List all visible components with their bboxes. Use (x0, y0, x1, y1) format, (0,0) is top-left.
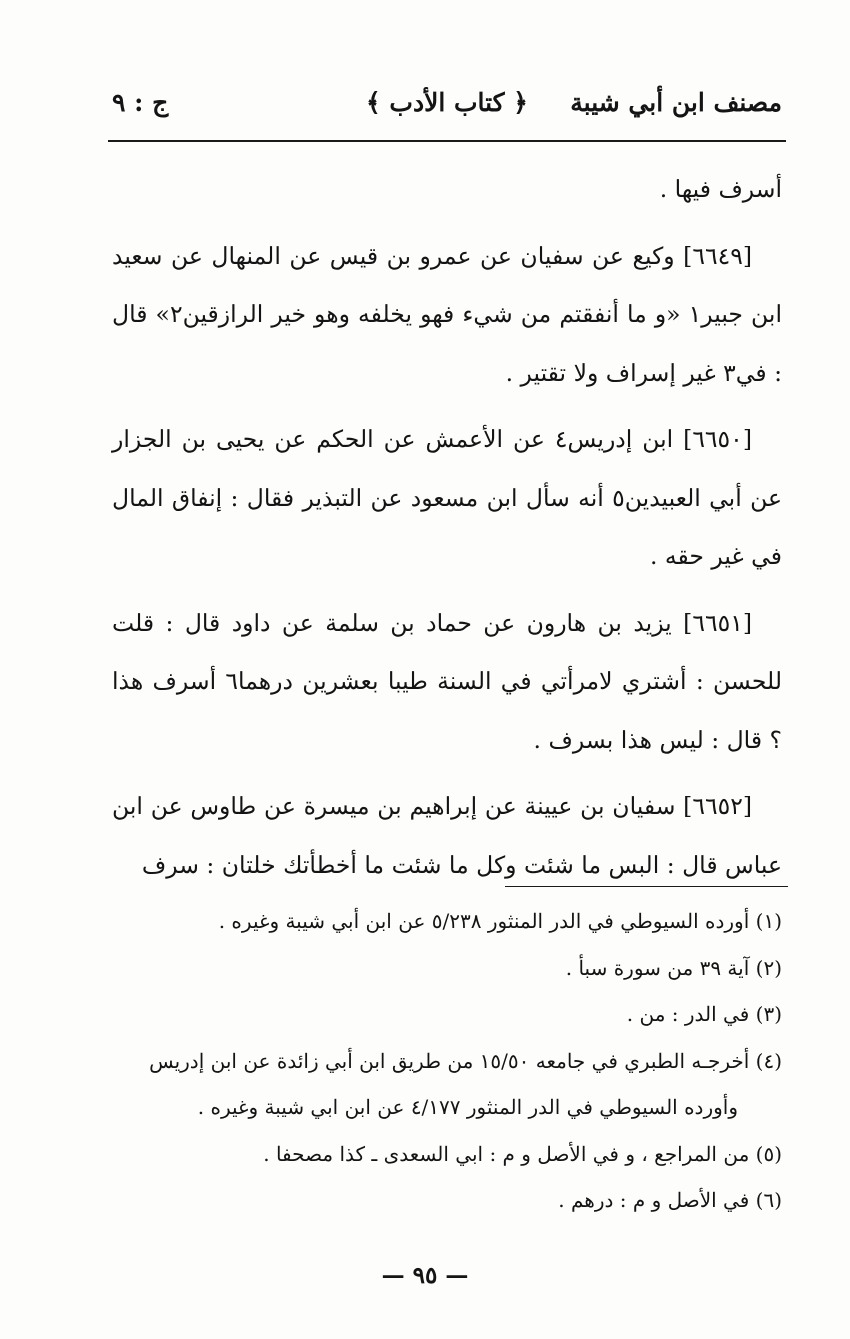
footnote-2: (٢) آية ٣٩ من سورة سبأ . (565, 955, 782, 980)
hadith-entry (112, 227, 782, 403)
footnote-6: (٦) في الأصل و م : درهم . (558, 1188, 782, 1212)
entry-text: وكيع عن سفيان عن عمرو بن قيس عن المنهال عن سعيد ابن جبير١ «و ما أنفقتم من شيء فهو يخلفه وهو خير الرازقين٢» قال : في٣ غير إسراف ولا تقتير . (112, 241, 782, 387)
volume-label: ج : ٩ (112, 88, 169, 117)
entry-text: سفيان بن عيينة عن إبراهيم بن ميسرة عن طاوس عن ابن عباس قال : البس ما شئت وكل ما شئت ما أخطأتك خلتان : سرف (112, 792, 782, 879)
entry-number: [٦٦٥٠] (683, 425, 752, 453)
entry-text: يزيد بن هارون عن حماد بن سلمة عن داود قال : قلت للحسن : أشتري لامرأتي في السنة طيبا بعشرين درهما٦ أسرف هذا ؟ قال : ليس هذا بسرف . (112, 608, 782, 754)
entry-number: [٦٦٥٢] (683, 792, 752, 820)
header-divider (108, 140, 786, 142)
footnote-4-continued: وأورده السيوطي في الدر المنثور ٤/١٧٧ عن ابن ابي شيبة وغيره . (197, 1095, 738, 1119)
footnote-5: (٥) من المراجع ، و في الأصل و م : ابي السعدى ـ كذا مصحفا . (263, 1141, 782, 1166)
footnote-1: (١) أورده السيوطي في الدر المنثور ٥/٢٣٨ عن ابن أبي شيبة وغيره . (218, 909, 782, 933)
entry-number: [٦٦٥١] (683, 608, 752, 637)
book-title: مصنف ابن أبي شيبة (570, 88, 782, 117)
hadith-entry (112, 594, 782, 770)
chapter-title: ﴿ كتاب الأدب ﴾ (366, 88, 528, 117)
footnote-divider (505, 886, 788, 887)
page-number: — ٩٥ — (381, 1262, 469, 1289)
entry-text: ابن إدريس٤ عن الأعمش عن الحكم عن يحيى بن الجزار عن أبي العبيدين٥ أنه سأل ابن مسعود عن التبذير فقال : إنفاق المال في غير حقه . (112, 425, 782, 570)
hadith-entry (112, 777, 782, 894)
footnotes (112, 898, 782, 1224)
footnote-4: (٤) أخرجـه الطبري في جامعه ١٥/٥٠ من طريق ابن أبي زائدة عن ابن إدريس (149, 1048, 782, 1073)
footnote-3: (٣) في الدر : من . (626, 1002, 782, 1026)
running-header (112, 88, 782, 132)
entry-number: [٦٦٤٩] (683, 241, 752, 270)
continuation-text: أسرف فيها . (659, 175, 782, 203)
main-text (112, 160, 782, 902)
hadith-entry (112, 410, 782, 586)
